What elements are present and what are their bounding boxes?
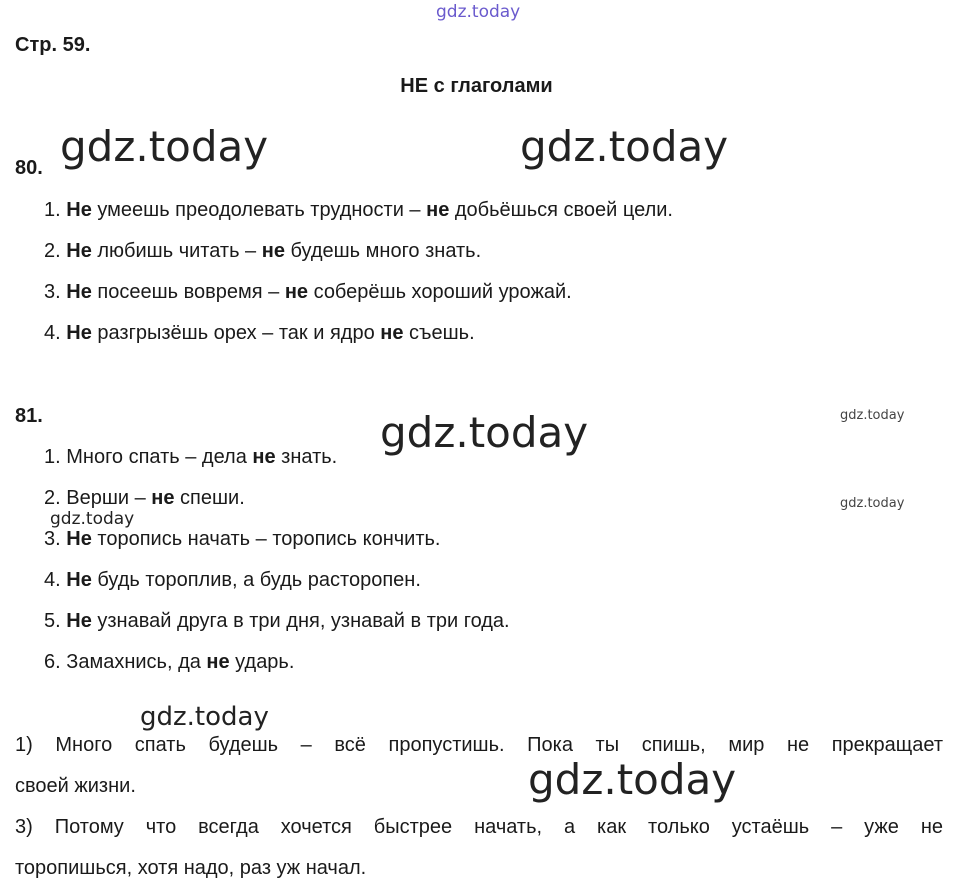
paragraph-2-line-2: торопишься, хотя надо, раз уж начал. <box>15 857 367 879</box>
page-number: Стр. 59. <box>15 34 91 56</box>
ex81-line-5: 5. Не узнавай друга в три дня, узнавай в три года. <box>44 610 510 632</box>
watermark: gdz.today <box>50 509 135 529</box>
watermark: gdz.today <box>840 408 905 423</box>
ex80-line-4: 4. Не разгрызёшь орех – так и ядро не съешь. <box>44 322 475 344</box>
ex81-line-3: 3. Не торопись начать – торопись кончить. <box>44 528 441 550</box>
ex81-line-2: 2. Верши – не спеши. <box>44 487 245 509</box>
watermark: gdz.today <box>520 122 729 171</box>
ex81-line-1: 1. Много спать – дела не знать. <box>44 446 338 468</box>
watermark: gdz.today <box>380 408 589 457</box>
watermark: gdz.today <box>840 496 905 511</box>
ex81-line-4: 4. Не будь тороплив, а будь расторопен. <box>44 569 421 591</box>
exercise-80-number: 80. <box>15 157 43 179</box>
page-title: НЕ с глаголами <box>400 75 553 97</box>
ex80-line-1: 1. Не умеешь преодолевать трудности – не добьёшься своей цели. <box>44 199 673 221</box>
watermark: gdz.today <box>140 702 269 732</box>
ex80-line-3: 3. Не посеешь вовремя – не соберёшь хороший урожай. <box>44 281 572 303</box>
ex81-line-6: 6. Замахнись, да не ударь. <box>44 651 295 673</box>
ex80-line-2: 2. Не любишь читать – не будешь много знать. <box>44 240 482 262</box>
exercise-81-number: 81. <box>15 405 43 427</box>
paragraph-1-line-2: своей жизни. <box>15 775 136 797</box>
watermark-top: gdz.today <box>436 2 521 22</box>
watermark: gdz.today <box>528 755 737 804</box>
paragraph-1-line-1: 1) Много спать будешь – всё пропустишь. Пока ты спишь, мир не прекращает <box>15 734 943 756</box>
paragraph-2-line-1: 3) Потому что всегда хочется быстрее начать, а как только устаёшь – уже не <box>15 816 943 838</box>
watermark: gdz.today <box>60 122 269 171</box>
